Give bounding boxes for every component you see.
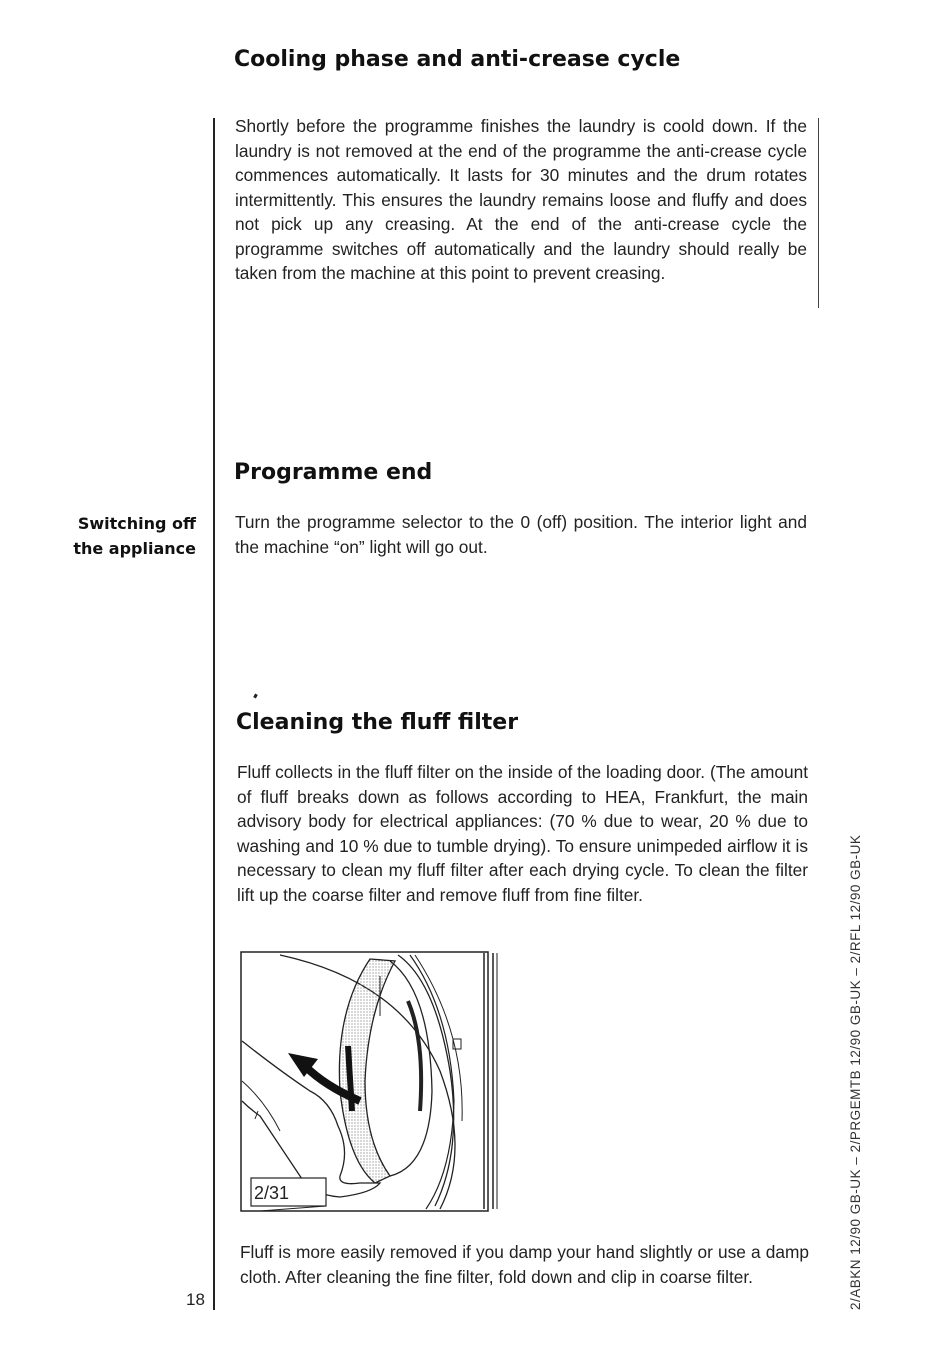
right-margin-line bbox=[818, 118, 819, 308]
programme-end-text: Turn the programme selector to the 0 (off) position. The interior light and the machine “on” light will go out. bbox=[235, 512, 807, 557]
side-label-line2: the appliance bbox=[73, 539, 196, 558]
filter-illustration bbox=[240, 951, 500, 1213]
fluff-filter-heading: Cleaning the fluff filter bbox=[236, 710, 519, 735]
switching-off-label bbox=[40, 511, 196, 561]
document-code: 2/ABKN 12/90 GB-UK – 2/PRGEMTB 12/90 GB-UK – 2/RFL 12/90 GB-UK bbox=[848, 834, 863, 1310]
programme-end-heading: Programme end bbox=[234, 460, 433, 485]
stray-mark bbox=[253, 694, 258, 699]
page-number: 18 bbox=[186, 1290, 205, 1309]
cooling-text: Shortly before the programme finishes the laundry is coold down. If the laundry is not removed at the end of the programme the anti-crease cycle commences automatically. It lasts for 30 minutes and the drum rotates intermittently. This ensures the laundry remains loose and fluffy and does not pick up any creasing. At the end of the anti-crease cycle the programme switches off automatically and the laundry should really be taken from the machine at this point to prevent creasing. bbox=[235, 116, 807, 283]
filter-drawing bbox=[240, 951, 500, 1213]
figure-label: 2/31 bbox=[254, 1183, 290, 1203]
cooling-heading: Cooling phase and anti-crease cycle bbox=[234, 47, 681, 72]
side-label-line1: Switching off bbox=[77, 514, 196, 533]
after-figure-text: Fluff is more easily removed if you damp your hand slightly or use a damp cloth. After cleaning the fine filter, fold down and clip in coarse filter. bbox=[240, 1242, 809, 1287]
fluff-filter-text: Fluff collects in the fluff filter on the inside of the loading door. (The amount of fluff breaks down as follows according to HEA, Frankfurt, the main advisory body for electrical appliances: (70 % due to wear, 20 % due to washing and 10 % due to tumble drying). To ensure unimpeded airflow it is necessary to clean my fluff filter after each drying cycle. To clean the filter lift up the coarse filter and remove fluff from fine filter. bbox=[237, 762, 808, 905]
column-rule bbox=[213, 118, 215, 1310]
